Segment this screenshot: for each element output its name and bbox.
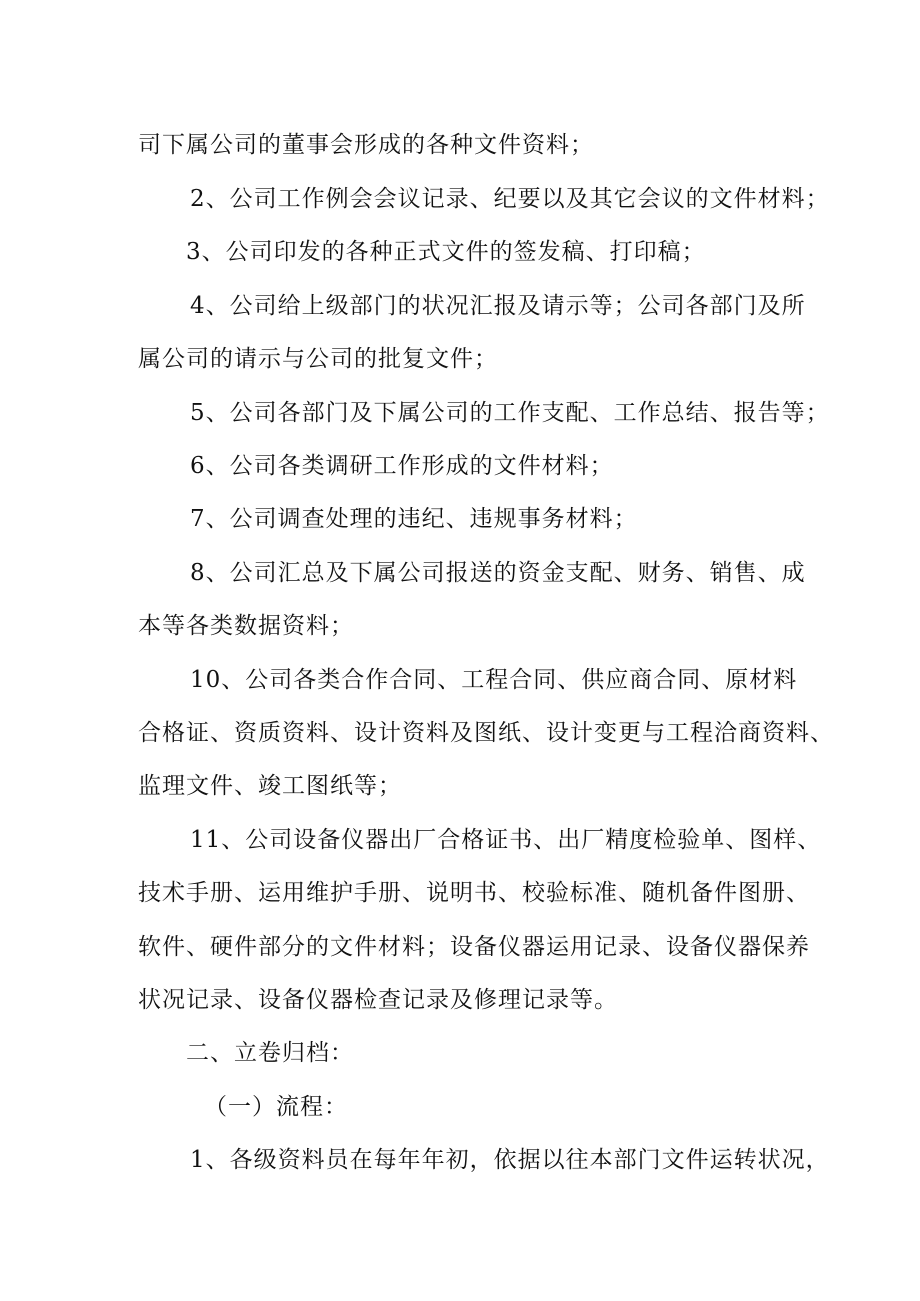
text-line: 11、公司设备仪器出厂合格证书、出厂精度检验单、图样、 xyxy=(190,827,822,853)
text-line: 技术手册、运用维护手册、说明书、校验标准、随机备件图册、 xyxy=(138,880,810,906)
text-line: 合格证、资质资料、设计资料及图纸、设计变更与工程洽商资料、 xyxy=(138,720,834,746)
text-line: 1、各级资料员在每年年初，依据以往本部门文件运转状况， xyxy=(190,1147,830,1173)
text-line: 软件、硬件部分的文件材料；设备仪器运用记录、设备仪器保养 xyxy=(138,934,810,960)
text-line: 状况记录、设备仪器检查记录及修理记录等。 xyxy=(138,987,618,1013)
text-line: 4、公司给上级部门的状况汇报及请示等；公司各部门及所 xyxy=(190,293,806,319)
section-heading: 二、立卷归档： xyxy=(186,1040,354,1066)
text-line: 3、公司印发的各种正式文件的签发稿、打印稿； xyxy=(186,239,706,265)
text-line: 监理文件、竣工图纸等； xyxy=(138,773,402,799)
text-line: 10、公司各类合作合同、工程合同、供应商合同、原材料 xyxy=(190,667,798,693)
text-line: 6、公司各类调研工作形成的文件材料； xyxy=(190,453,614,479)
text-line: 7、公司调查处理的违纪、违规事务材料； xyxy=(190,506,638,532)
text-line: 2、公司工作例会会议记录、纪要以及其它会议的文件材料； xyxy=(190,186,830,212)
text-line: 本等各类数据资料； xyxy=(138,613,354,639)
text-line: 8、公司汇总及下属公司报送的资金支配、财务、销售、成 xyxy=(190,560,806,586)
text-line: 属公司的请示与公司的批复文件； xyxy=(138,346,498,372)
text-line: 5、公司各部门及下属公司的工作支配、工作总结、报告等； xyxy=(190,400,830,426)
text-line: 司下属公司的董事会形成的各种文件资料； xyxy=(138,132,594,158)
subsection-heading: （一）流程： xyxy=(204,1094,348,1120)
